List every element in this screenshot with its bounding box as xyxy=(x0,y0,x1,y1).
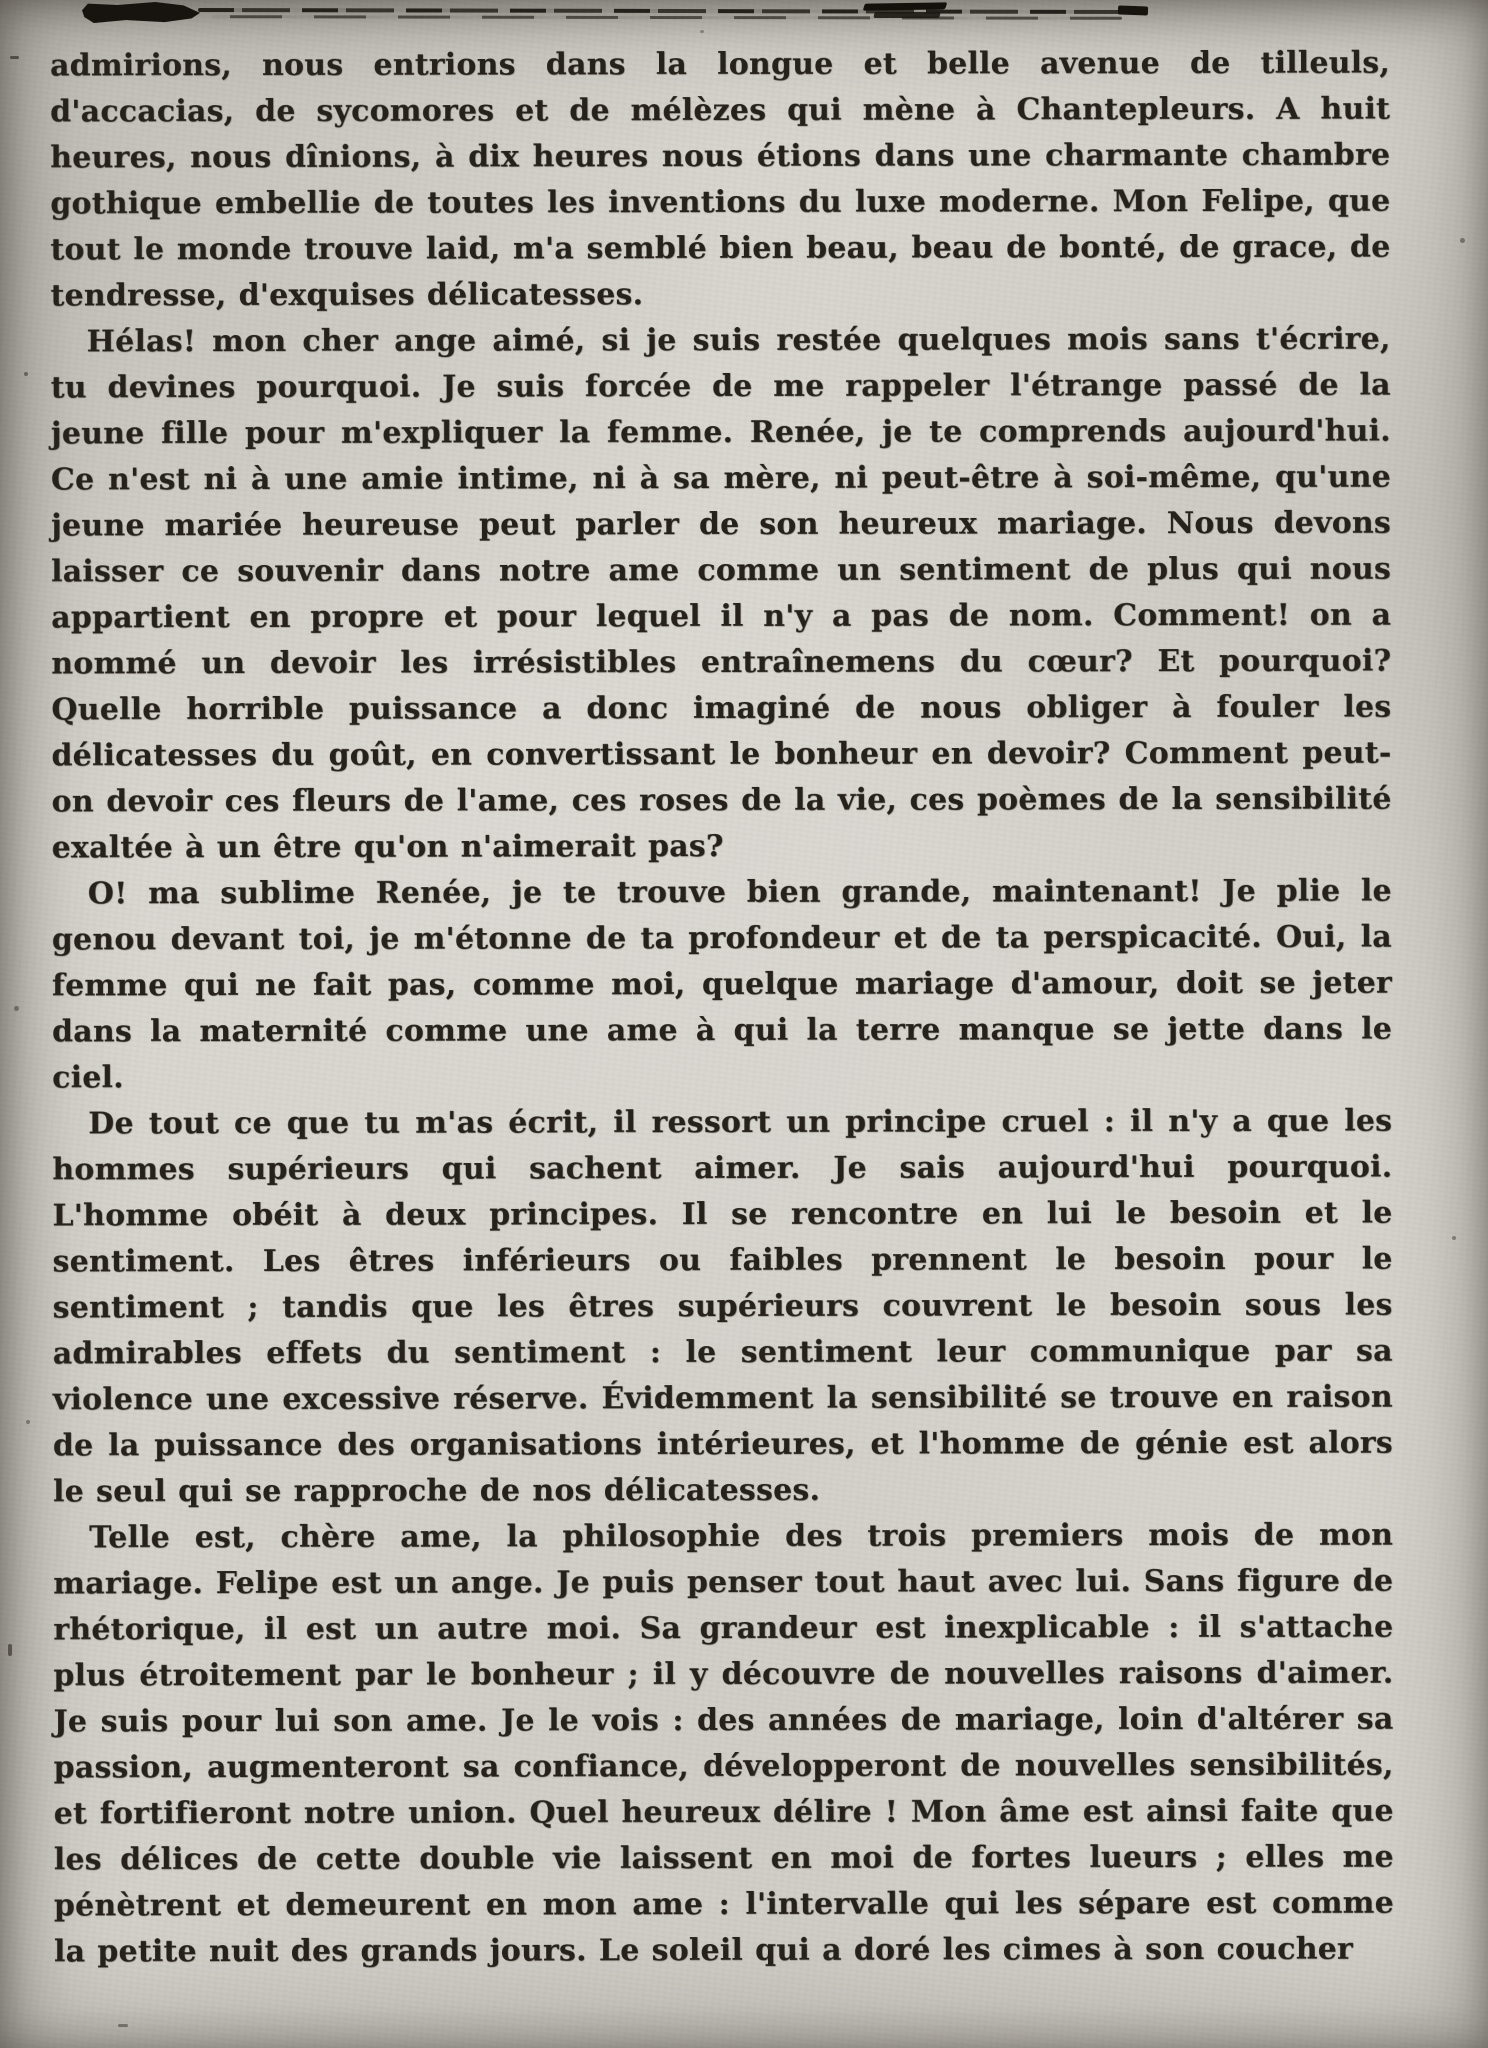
ink-speck xyxy=(8,1644,12,1656)
ink-speck xyxy=(10,56,19,59)
paragraph-3: O! ma sublime Renée, je te trouve bien grande, maintenant! Je plie le genou devant toi, je m'étonne de ta profondeur et de ta perspicacité. Oui, la femme qui ne fait pas, comme moi, quelque mariage d'amour, doit se jeter dans la maternité comme une ame à qui la terre manque se jette dans le ciel. xyxy=(51,873,1393,1096)
paragraph-2: Hélas! mon cher ange aimé, si je suis restée quelques mois sans t'écrire, tu devines pourquoi. Je suis forcée de me rappeler l'étrange passé de la jeune fille pour m'expliquer la femme. Renée, je te comprends aujourd'hui. Ce n'est ni à une amie intime, ni à sa mère, ni peut-être à soi-même, qu'une jeune mariée heureuse peut parler de son heureux mariage. Nous devons laisser ce souvenir dans notre ame comme un sentiment de plus qui nous appartient en propre et pour lequel il n'y a pas de nom. Comment! on a nommé un devoir les irrésistibles entraînemens du cœur? Et pourquoi? Quelle horrible puissance a donc imaginé de nous obliger à fouler les délicatesses du goût, en convertissant le bonheur en devoir? Comment peut-on devoir ces fleurs de l'ame, ces roses de la vie, ces poèmes de la sensibilité exaltée à un être qu'on n'aimerait pas? xyxy=(50,321,1392,866)
ink-mark xyxy=(1118,5,1148,15)
ink-mark xyxy=(863,2,948,10)
ink-speck xyxy=(1452,1236,1456,1240)
ink-speck xyxy=(24,372,28,376)
ink-smudge xyxy=(82,2,200,23)
printers-rule-upper xyxy=(198,8,1140,14)
ink-mark xyxy=(873,12,940,18)
printers-rule-lower xyxy=(212,15,1122,20)
paragraph-4: De tout ce que tu m'as écrit, il ressort un principe cruel : il n'y a que les hommes supérieurs qui sachent aimer. Je sais aujourd'hui pourquoi. L'homme obéit à deux principes. Il se rencontre en lui le besoin et le sentiment. Les êtres inférieurs ou faibles prennent le besoin pour le sentiment ; tandis que les êtres supérieurs couvrent le besoin sous les admirables effets du sentiment : le sentiment leur communique par sa violence une excessive réserve. Évidemment la sensibilité se trouve en raison de la puissance des organisations intérieures, et l'homme de génie est alors le seul qui se rapproche de nos délicatesses. xyxy=(52,1103,1393,1510)
paragraph-5: Telle est, chère ame, la philosophie des trois premiers mois de mon mariage. Felipe est un ange. Je puis penser tout haut avec lui. Sans figure de rhétorique, il est un autre moi. Sa grandeur est inexplicable : il s'attache plus étroitement par le bonheur ; il y découvre de nouvelles raisons d'aimer. Je suis pour lui son ame. Je le vois : des années de mariage, loin d'altérer sa passion, augmenteront sa confiance, développeront de nouvelles sensibilités, et fortifieront notre union. Quel heureux délire ! Mon âme est ainsi faite que les délices de cette double vie laissent en moi de fortes lueurs ; elles me pénètrent et demeurent en mon ame : l'intervalle qui les sépare est comme la petite nuit des grands jours. Le soleil qui a doré les cimes à son coucher xyxy=(53,1517,1394,1970)
page-text xyxy=(50,41,1394,1976)
ink-speck xyxy=(14,1006,19,1011)
ink-speck xyxy=(1460,238,1465,243)
paragraph-1: admirions, nous entrions dans la longue et belle avenue de tilleuls, d'accacias, de sycomores et de mélèzes qui mène à Chantepleurs. A huit heures, nous dînions, à dix heures nous étions dans une charmante chambre gothique embellie de toutes les inventions du luxe moderne. Mon Felipe, que tout le monde trouve laid, m'a semblé bien beau, beau de bonté, de grace, de tendresse, d'exquises délicatesses. xyxy=(49,45,1391,314)
ink-speck xyxy=(700,30,704,33)
ink-speck xyxy=(118,2024,128,2027)
ink-speck xyxy=(26,1420,30,1424)
